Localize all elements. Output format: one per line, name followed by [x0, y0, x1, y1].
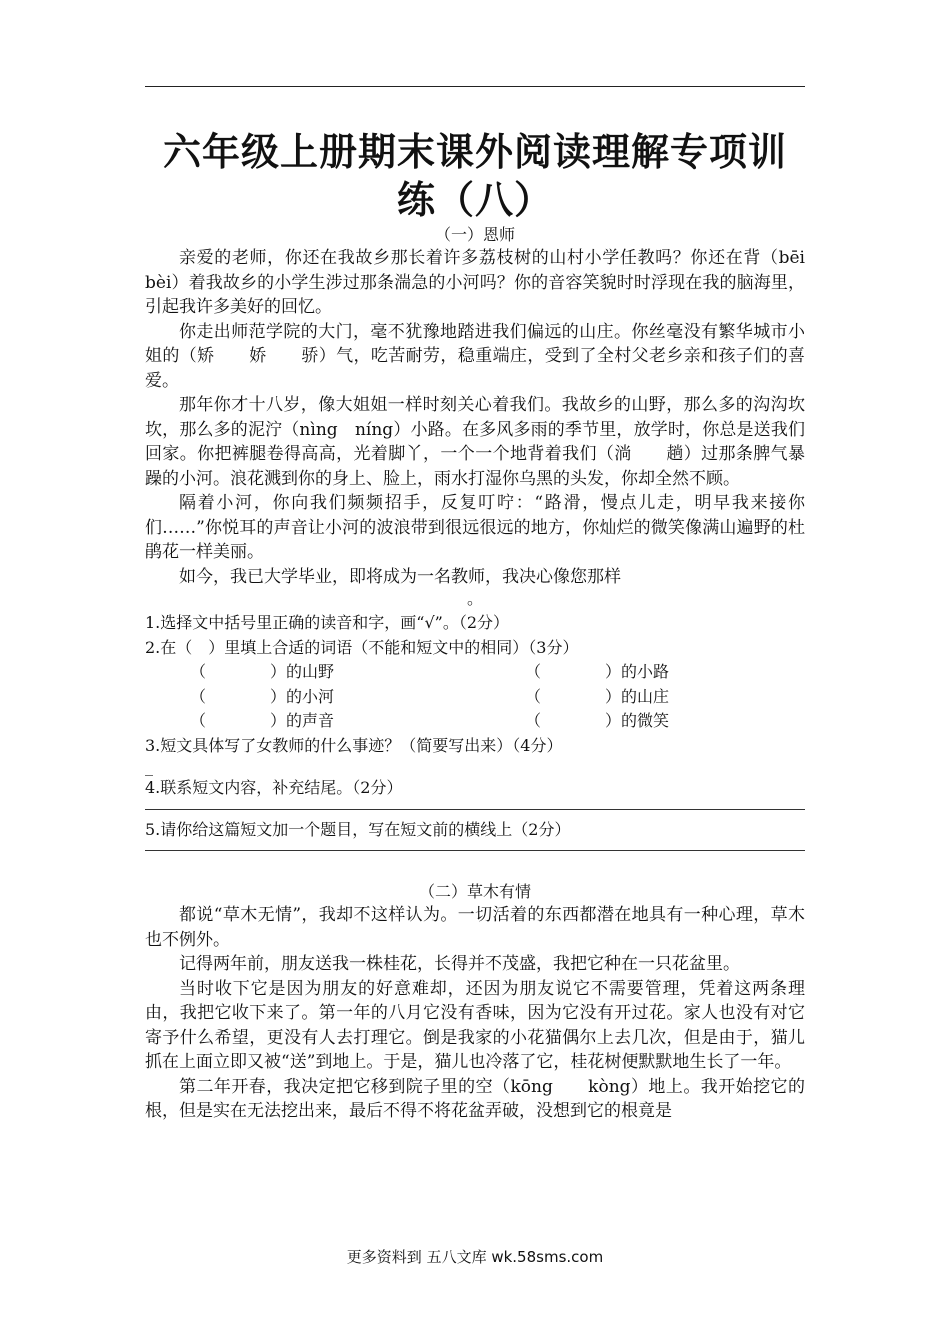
- section2-paragraph: 记得两年前，朋友送我一株桂花，长得并不茂盛，我把它种在一只花盆里。: [179, 954, 740, 974]
- section1-paragraph: 那年你才十八岁，像大姐姐一样时刻关心着我们。我故乡的山野，那么多的沟沟坎坎，那么多的泥泞（nìng níng）小路。在多风多雨的季节里，放学时，你总是送我们回家。你把裤腿卷得高高，光着脚丫，一个一个地背着我们（淌 趟）过那条脾气暴躁的小河。浪花溅到你的身上、脸上，雨水打湿你乌黑的头发，你却全然不顾。: [145, 395, 805, 489]
- fill-row: [145, 685, 805, 710]
- question-2: 2.在（ ）里填上合适的词语（不能和短文中的相同）（3分）: [145, 637, 579, 657]
- fill-blank: （ ）的山野: [190, 662, 335, 681]
- fill-row: [145, 709, 805, 734]
- fill-blank: （ ）的山庄: [525, 686, 670, 706]
- section1-paragraph: 隔着小河，你向我们频频招手，反复叮咛：“路滑，慢点儿走，明早我来接你们……”你悦耳的声音让小河的波浪带到很远很远的地方，你灿烂的微笑像满山遍野的杜鹃花一样美丽。: [145, 493, 805, 562]
- fill-blank: （ ）的小河: [190, 686, 335, 706]
- fill-blank: （ ）的小路: [525, 662, 670, 681]
- fill-blank: （ ）的声音: [190, 711, 335, 730]
- section1-paragraph: 你走出师范学院的大门，毫不犹豫地踏进我们偏远的山庄。你丝毫没有繁华城市小姐的（矫 娇 骄）气，吃苦耐劳，稳重端庄，受到了全村父老乡亲和孩子们的喜爱。: [145, 321, 805, 391]
- question-3-answer-mark: _: [145, 757, 153, 776]
- question-4: 4.联系短文内容，补充结尾。（2分）: [145, 778, 403, 797]
- section1-paragraph-ending: 如今，我已大学毕业，即将成为一名教师，我决心像您那样: [179, 566, 621, 587]
- question-1: 1.选择文中括号里正确的读音和字，画“√”。（2分）: [145, 613, 510, 632]
- fill-row: [145, 660, 805, 685]
- answer-line: [145, 850, 805, 851]
- section2-paragraph: 当时收下它是因为朋友的好意难却，还因为朋友说它不需要管理，凭着这两条理由，我把它收下来了。第一年的八月它没有香味，因为它没有开过花。家人也没有对它寄予什么希望，更没有人去打理它。倒是我家的小花猫偶尔上去几次，但是由于，猫儿抓在上面立即又被“送”到地上。于是，猫儿也冷落了它，桂花树便默默地生长了一年。: [145, 978, 805, 1072]
- section2-paragraph: 都说“草木无情”，我却不这样认为。一切活着的东西都潜在地具有一种心理，草木也不例外。: [145, 905, 805, 950]
- header-rule: [145, 86, 805, 87]
- section1-title: （一）恩师: [434, 225, 515, 244]
- question-3: 3.短文具体写了女教师的什么事迹？（简要写出来）（4分）: [145, 735, 563, 755]
- section1-paragraph: 亲爱的老师，你还在我故乡那长着许多荔枝树的山村小学任教吗？你还在背（bēi bèi）着我故乡的小学生涉过那条湍急的小河吗？你的音容笑貌时时浮现在我的脑海里，引起我许多美好的回忆。: [145, 248, 822, 317]
- section2-title: （二）草木有情: [418, 882, 531, 901]
- question-5: 5.请你给这篇短文加一个题目，写在短文前的横线上（2分）: [145, 819, 571, 839]
- page-title-line1: 六年级上册期末课外阅读理解专项训: [162, 130, 787, 174]
- fill-blank: （ ）的微笑: [525, 711, 670, 730]
- answer-line: [145, 809, 805, 810]
- section2-paragraph: 第二年开春，我决定把它移到院子里的空（kōng kòng）地上。我开始挖它的根，但是实在无法挖出来，最后不得不将花盆弄破，没想到它的根竟是: [145, 1076, 805, 1121]
- ending-period: 。: [466, 589, 483, 608]
- document-body: [145, 128, 822, 1124]
- footer-watermark: 更多资料到 五八文库 wk.58sms.com: [346, 1248, 604, 1266]
- page-title: [145, 128, 805, 224]
- page-title-line2: 练（八）: [396, 178, 553, 222]
